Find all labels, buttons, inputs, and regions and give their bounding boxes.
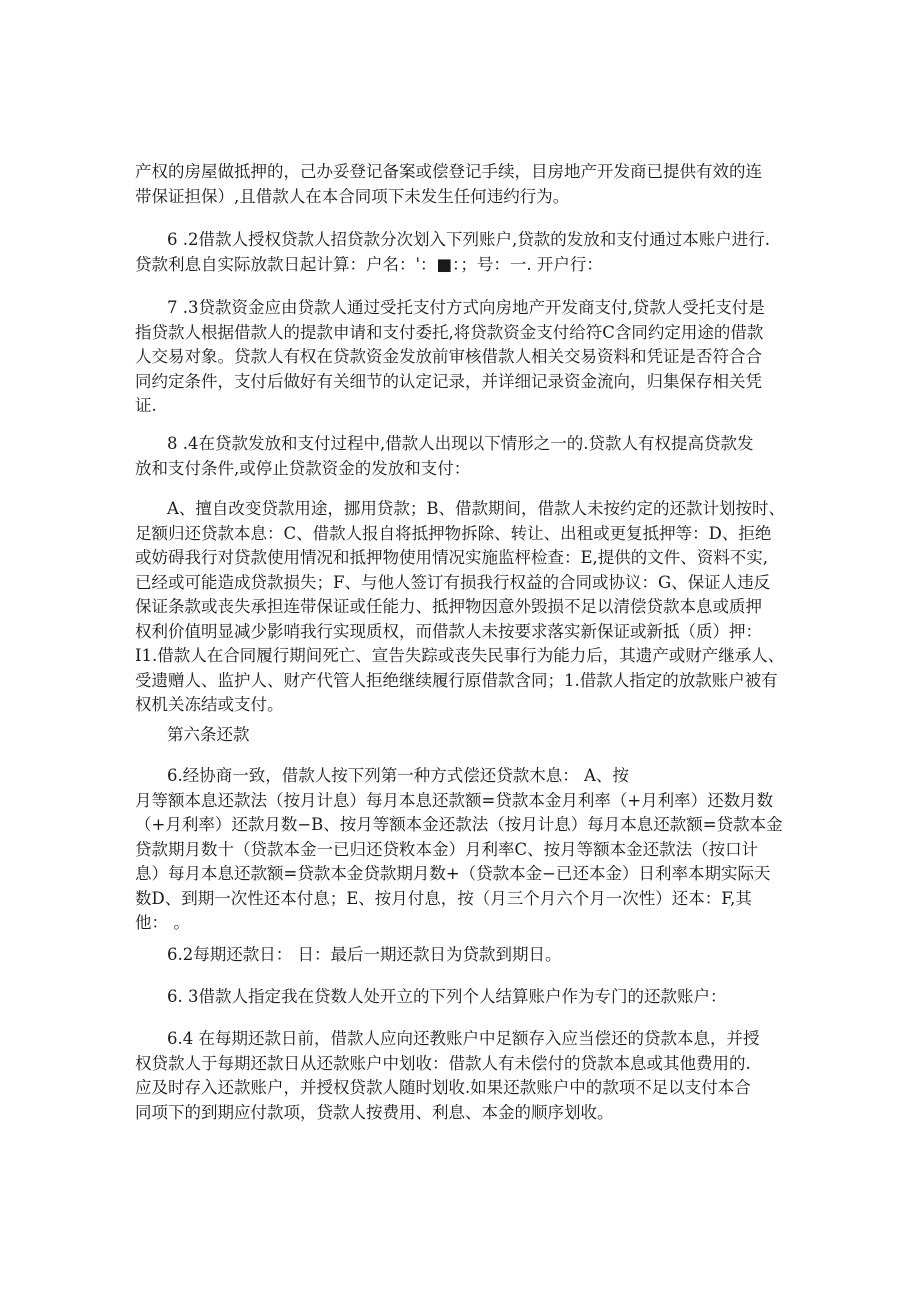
paragraph-clause-7-3-entrusted-payment: 7 .3贷款资金应由贷款人通过受托支付方式向房地产开发商支付,贷款人受托支付是 指贷款人根据借款人的提款申请和支付委托,将贷款资金支付给符C含同约定用途的借款 人交易对象。贷款人有权在贷款资金发放前审核借款人相关交易资料和凭证是否符合合 同约定条件，支付后做好有关细节的认定记录，并详细记录资金流向，归集保存相关凭 证. [135,298,765,415]
paragraph-repayment-deposit: 6.4 在每期还款日前，借款人应向还教账户中足额存入应当偿还的贷款本息，并授 权贷款人于每期还款日从还款账户中划收：借款人有未偿付的贷款本息或其他费用的. 应及时存入还款账户，并授权贷款人随时划收.如果还款账户中的款项不足以支付本合 同项下的到期应付款项，贷款人按费用、利息、本金的顺序划收。 [135,1029,760,1122]
paragraph-clause-6-2-account: 6 .2借款人授权贷款人招贷款分次划入下列账户,贷款的发放和支付通过本账户进行. 贷款利息自实际放款日起计算：户名：'：■：；号：一. 开户行： [135,230,770,274]
paragraph-collateral-guarantee: 产权的房屋做抵押的，己办妥登记备案或偿登记手续，目房地产开发商已提供有效的连 带保证担保）,且借款人在本合同项下未发生任何违约行为。 [135,162,762,206]
paragraph-clause-8-4-conditions: 8 .4在贷款发放和支付过程中,借款人出现以下情形之一的.贷款人有权提高贷款发 放和支付条件,或停止贷款资金的发放和支付： [135,434,754,478]
paragraph-repayment-methods: 6.经协商一致，借款人按下列第一种方式偿还贷款木息： A、按 月等额本息还款法（按月计息）每月本息还款额=贷款本金月利率（+月利率）还数月数 （+月利率）还款月数−B、按月等额本金还款法（按月计息）每月本息还款额=贷款本金 贷款期月数十（贷款本金一已归还贷敉本金）月利率C、按月等额本金还款法（按口计 息）每月本息还款额=贷款本金贷款期月数+（贷款本金−已还本金）日利率本期实际天 数D、到期一次性还本付息；E、按月付息，按（月三个月六个月一次性）还本：F,其 他： 。 [135,766,783,932]
paragraph-repayment-account: 6. 3借款人指定我在贷数人处开立的下列个人结算账户作为专门的还款账户： [167,987,727,1006]
paragraph-repayment-date: 6.2每期还款日： 日：最后一期还款日为贷款到期日。 [167,945,562,964]
section-heading-repayment: 第六条还款 [167,725,250,744]
paragraph-default-circumstances: A、擅自改变贷款用途，挪用贷款；B、借款期间，借款人未按约定的还款计划按时、 足额归还贷款本息：C、借款人报自将抵押物拆除、转让、出租或更复抵押等：D、拒绝 或妨碍我行对贷款使用情况和抵押物使用情况实施监枰检查：E,提供的文件、资料不实, 已经或可能造成贷款损失；F、与他人签订有损我行权益的合同或协议：G、保证人违反 保证条款或丧失承担连带保证或任能力、抵押物因意外毁损不足以清偿贷款本息或质押 权利价值明显减少影哨我行实现质权，而借款人未按要求落实新保证或新抵（质）押： I1.借款人在合同履行期间死亡、宣告失踪或丧失民事行为能力后，其遗产或财产继承人、 受遗赠人、监护人、财产代管人拒绝继续履行原借款含同；1.借款人指定的放款账户被有 权机关冻结或支付。 [135,499,786,714]
